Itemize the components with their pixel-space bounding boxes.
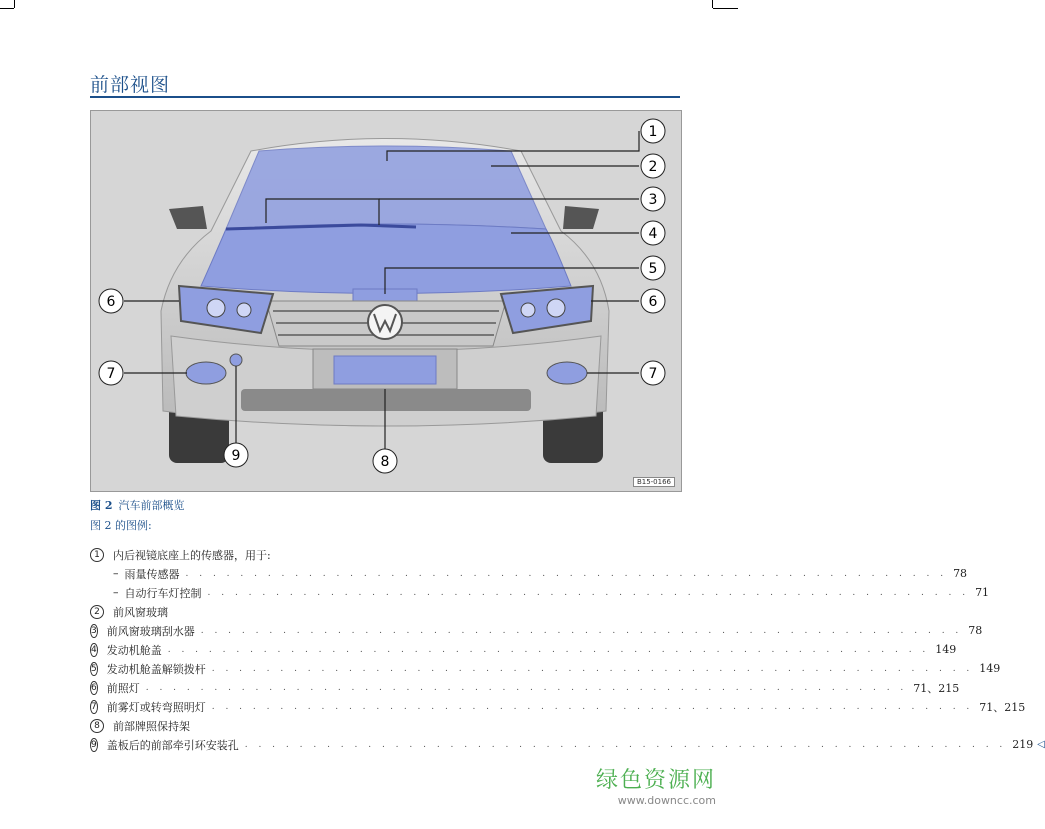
legend-list [90,545,1045,754]
legend-item-label: 前雾灯或转弯照明灯 [106,700,206,714]
legend-item-page: 71 [975,586,990,599]
watermark-url: www.downcc.com [617,794,716,807]
callout-6-left [99,289,123,313]
callout-8-label: 8 [380,454,390,470]
callout-6-right-label: 6 [648,294,658,310]
legend-item-number: 3 [91,625,97,636]
callout-7-left [99,361,123,385]
legend-item [90,640,957,659]
legend-item [90,659,1001,678]
legend-item-number: 1 [90,548,104,562]
legend-item [90,621,983,640]
foglight-left [186,362,226,384]
legend-item-page: 71、215 [979,700,1026,714]
legend-item-number: 5 [91,663,97,674]
callout-7-right [641,361,665,385]
leader-dots: . . . . . . . . . . . . . . . . . . . . . . . . . . . . . . . . . . . . . . . . . . . . . . . . . . . . . . . . [211,663,974,674]
leader-dots: . . . . . . . . . . . . . . . . . . . . . . . . . . . . . . . . . . . . . . . . . . . . . . . . . . . . . . . . [200,625,963,636]
callout-7-right-label: 7 [648,366,658,382]
callout-4-label: 4 [648,226,658,242]
legend-item-page: 78 [953,567,968,580]
legend-sub-dash: – [113,567,119,580]
hood [201,224,571,294]
callout-6-right [641,289,665,313]
legend-item-number: 4 [91,644,97,655]
figure-code: B15-0166 [633,477,675,487]
title-rule [90,96,680,98]
legend-item-number: 7 [91,701,97,712]
legend-item-number: 9 [91,739,97,750]
legend-item [90,697,1026,716]
legend-item-label: 发动机舱盖 [106,643,162,657]
figure-caption-text: 汽车前部概览 [118,499,185,512]
legend-item-page: 149 [935,643,957,656]
windshield [226,146,546,229]
legend-item [90,602,680,621]
lower-grille [241,389,531,411]
callout-1-label: 1 [648,124,658,140]
mirror-right [563,206,599,229]
leader-dots: . . . . . . . . . . . . . . . . . . . . . . . . . . . . . . . . . . . . . . . . . . . . . . . . . . . . . . . . [244,739,1007,750]
legend-item-label: 发动机舱盖解锁拨杆 [106,662,206,676]
callout-8 [373,449,397,473]
legend-item-label: 前部牌照保持架 [113,719,190,733]
legend-item [90,564,968,583]
legend-item-label: 雨量传感器 [124,567,180,581]
legend-item [90,678,960,697]
legend-item [90,735,1045,754]
legend-item-label: 前风窗玻璃 [113,605,168,619]
legend-item-page: 219 [1012,738,1034,751]
car-front-figure [90,110,682,492]
callout-3 [641,187,665,211]
callout-5 [641,256,665,280]
legend-item-label: 内后视镜底座上的传感器，用于: [113,548,271,562]
callout-1 [641,119,665,143]
crop-mark-left-h [0,8,14,9]
leader-dots: . . . . . . . . . . . . . . . . . . . . . . . . . . . . . . . . . . . . . . . . . . . . . . . . . . . . . . . . [167,644,930,655]
legend-item-page: 78 [968,624,983,637]
leader-dots: . . . . . . . . . . . . . . . . . . . . . . . . . . . . . . . . . . . . . . . . . . . . . . . . . . . . . . . . [145,682,908,693]
callout-5-label: 5 [648,261,658,277]
leader-dots: . . . . . . . . . . . . . . . . . . . . . . . . . . . . . . . . . . . . . . . . . . . . . . . . . . . . . . . . [185,568,948,579]
watermark-name: 绿色资源网 [595,768,716,793]
crop-mark-left [14,0,15,8]
legend-item [90,716,680,735]
tow-hook-cover [230,354,242,366]
callout-4 [641,221,665,245]
legend-item [90,583,990,602]
watermark [596,763,716,807]
legend-item-number: 6 [91,682,97,693]
legend-item [90,545,680,564]
legend-item-label: 前风窗玻璃刮水器 [106,624,195,638]
license-plate [334,356,436,384]
car-front-illustration [91,111,681,491]
leader-dots: . . . . . . . . . . . . . . . . . . . . . . . . . . . . . . . . . . . . . . . . . . . . . . . . . . . . . . . . [211,701,974,712]
legend-item-label: 前照灯 [106,681,140,695]
callout-7-left-label: 7 [106,366,116,382]
callout-9 [224,443,248,467]
crop-mark-right-h [713,8,738,9]
leader-dots: . . . . . . . . . . . . . . . . . . . . . . . . . . . . . . . . . . . . . . . . . . . . . . . . . . . . . . . . [207,587,970,598]
callout-3-label: 3 [648,192,658,208]
figure-caption [90,497,184,513]
callout-2-label: 2 [648,159,658,175]
callout-2 [641,154,665,178]
legend-sub-dash: – [113,586,119,599]
foglight-right [547,362,587,384]
legend-item-number: 2 [90,605,104,619]
callout-6-left-label: 6 [106,294,116,310]
legend-item-label: 自动行车灯控制 [124,586,202,600]
page-title: 前部视图 [90,74,171,96]
legend-item-page: 149 [979,662,1001,675]
legend-item-page: 71、215 [913,681,960,695]
crop-mark-right [712,0,713,8]
legend-item-label: 盖板后的前部牵引环安装孔 [106,738,239,752]
end-mark-icon: ◁ [1037,739,1045,750]
callout-9-label: 9 [231,448,241,464]
legend-item-number: 8 [90,719,104,733]
legend-reference: 图 2 的图例: [90,519,152,532]
figure-caption-label: 图 2 [90,499,113,512]
